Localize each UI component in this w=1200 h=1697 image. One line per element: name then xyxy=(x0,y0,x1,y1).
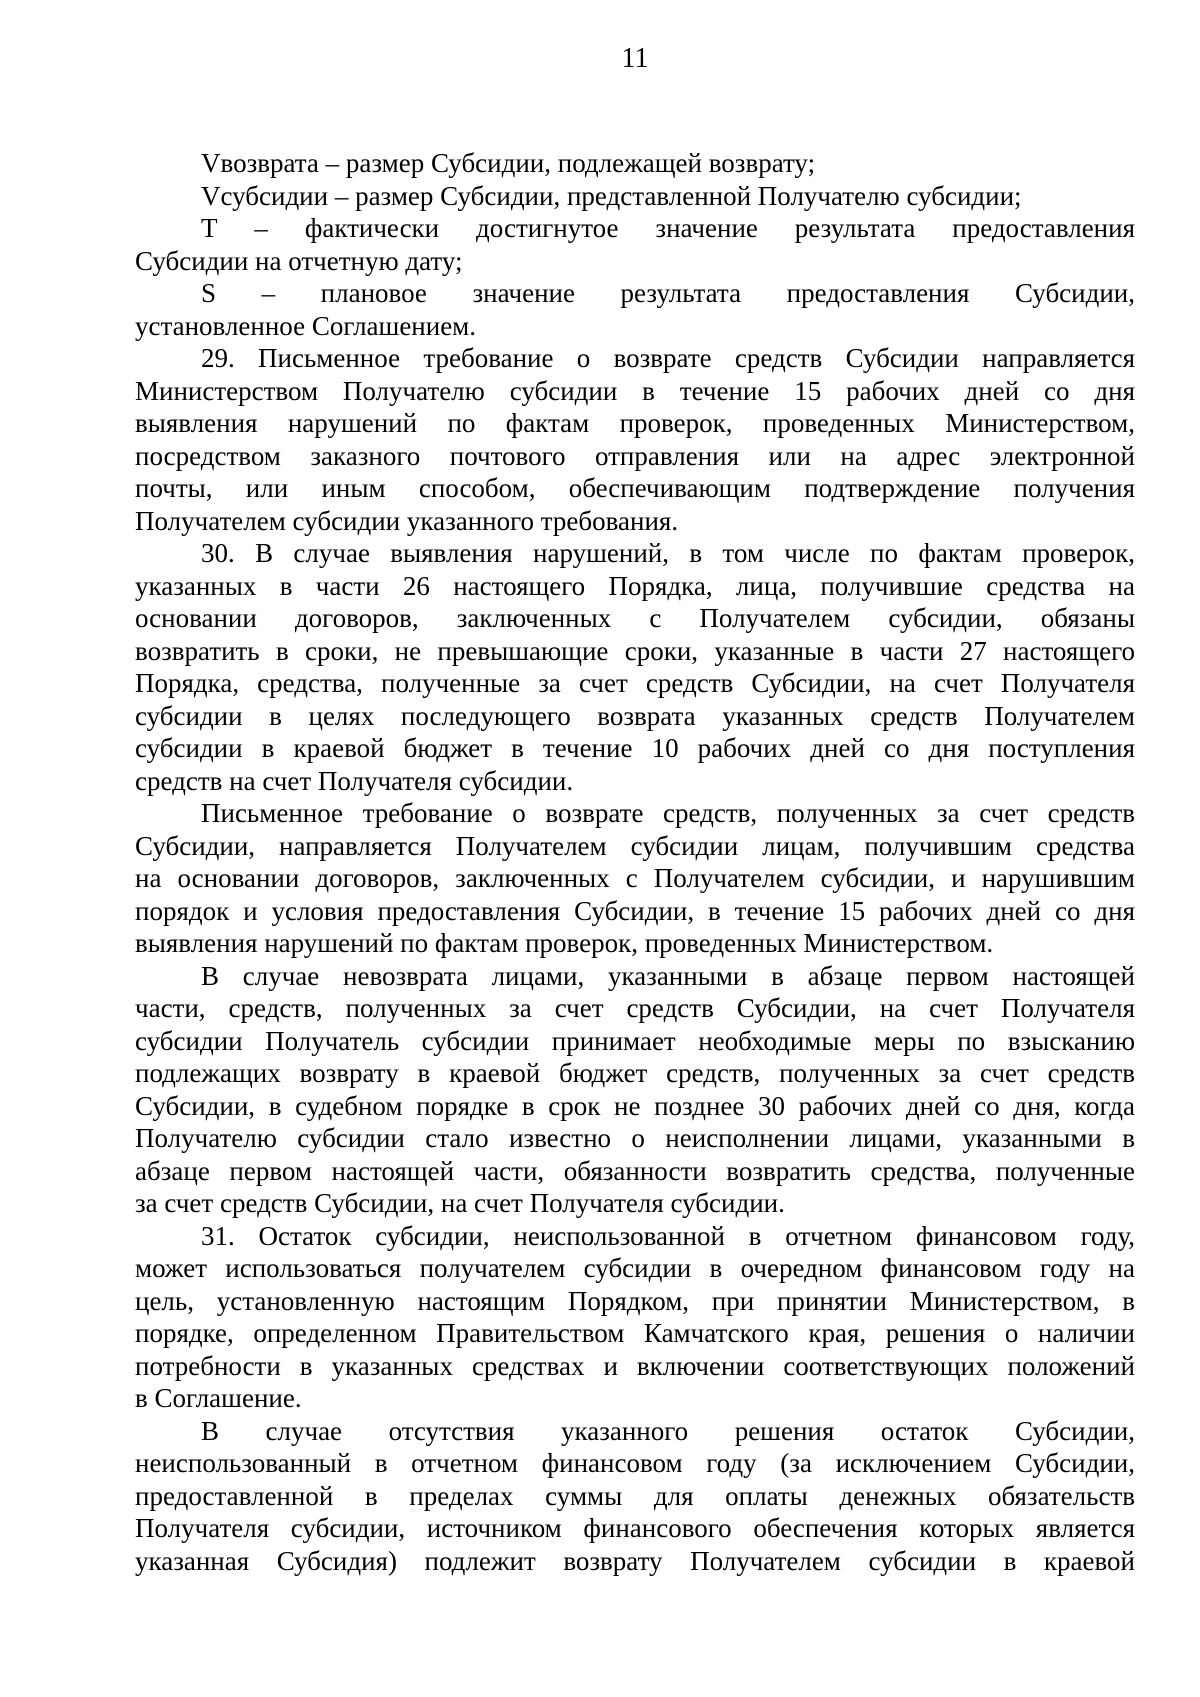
text-line: выявления нарушений по фактам проверок, проведенных Министерством. xyxy=(135,928,994,958)
text-line: выявления нарушений по фактам проверок, проведенных Министерством, xyxy=(135,408,1135,438)
text-line: порядок и условия предоставления Субсидии, в течение 15 рабочих дней со дня xyxy=(135,895,1135,926)
text-line: неиспользованный в отчетном финансовом году (за исключением Субсидии, xyxy=(135,1448,1135,1478)
text-line: Получателю субсидии стало известно о неисполнении лицами, указанными в xyxy=(135,1123,1135,1153)
text-line: средств на счет Получателя субсидии. xyxy=(135,765,574,796)
text-line: Т – фактически достигнутое значение результата предоставления xyxy=(201,213,1135,243)
text-line: субсидии Получатель субсидии принимает необходимые меры по взысканию xyxy=(135,1025,1135,1056)
text-line: 31. Остаток субсидии, неиспользованной в отчетном финансовом году, xyxy=(201,1220,1135,1251)
text-line: S – плановое значение результата предоставления Субсидии, xyxy=(201,278,1135,308)
text-line: Письменное требование о возврате средств, полученных за счет средств xyxy=(201,798,1135,828)
text-line: абзаце первом настоящей части, обязанности возвратить средства, полученные xyxy=(135,1155,1135,1186)
text-line: указанных в части 26 настоящего Порядка, лица, получившие средства на xyxy=(135,570,1135,601)
text-line: указанная Субсидия) подлежит возврату Получателем субсидии в краевой xyxy=(135,1545,1135,1576)
text-line: 30. В случае выявления нарушений, в том числе по фактам проверок, xyxy=(201,538,1135,568)
text-line: основании договоров, заключенных с Получателем субсидии, обязаны xyxy=(135,603,1135,633)
text-line: части, средств, полученных за счет средств Субсидии, на счет Получателя xyxy=(135,993,1135,1023)
text-line: Субсидии, в судебном порядке в срок не позднее 30 рабочих дней со дня, когда xyxy=(135,1090,1135,1121)
text-line: возвратить в сроки, не превышающие сроки, указанные в части 27 настоящего xyxy=(135,635,1135,666)
text-line: Vвозврата – размер Субсидии, подлежащей возврату; xyxy=(201,148,816,178)
text-line: В случае невозврата лицами, указанными в абзаце первом настоящей xyxy=(201,960,1135,991)
text-line: может использоваться получателем субсидии в очередном финансовом году на xyxy=(135,1253,1135,1283)
text-line: почты, или иным способом, обеспечивающим подтверждение получения xyxy=(135,473,1135,503)
text-line: в Соглашение. xyxy=(135,1383,302,1413)
text-line: Получателя субсидии, источником финансового обеспечения которых является xyxy=(135,1513,1135,1543)
text-line: на основании договоров, заключенных с Получателем субсидии, и нарушившим xyxy=(135,863,1135,893)
text-line: за счет средств Субсидии, на счет Получателя субсидии. xyxy=(135,1188,785,1218)
text-line: Получателем субсидии указанного требования. xyxy=(135,505,679,536)
document-body xyxy=(135,147,1135,1577)
text-line: потребности в указанных средствах и включении соответствующих положений xyxy=(135,1350,1135,1381)
text-line: субсидии в краевой бюджет в течение 10 рабочих дней со дня поступления xyxy=(135,733,1135,763)
text-line: Министерством Получателю субсидии в течение 15 рабочих дней со дня xyxy=(135,375,1135,406)
text-line: Vсубсидии – размер Субсидии, представленной Получателю субсидии; xyxy=(201,180,1022,211)
text-line: цель, установленную настоящим Порядком, при принятии Министерством, в xyxy=(135,1285,1135,1316)
text-line: 29. Письменное требование о возврате средств Субсидии направляется xyxy=(201,343,1135,373)
text-line: подлежащих возврату в краевой бюджет средств, полученных за счет средств xyxy=(135,1058,1135,1088)
text-line: установленное Соглашением. xyxy=(135,310,477,341)
text-line: В случае отсутствия указанного решения остаток Субсидии, xyxy=(201,1415,1135,1446)
page-number: 11 xyxy=(621,43,649,74)
text-line: предоставленной в пределах суммы для оплаты денежных обязательств xyxy=(135,1480,1135,1511)
text-line: Субсидии, направляется Получателем субсидии лицам, получившим средства xyxy=(135,830,1135,861)
text-line: порядке, определенном Правительством Камчатского края, решения о наличии xyxy=(135,1318,1135,1348)
text-line: субсидии в целях последующего возврата указанных средств Получателем xyxy=(135,700,1135,731)
text-line: Субсидии на отчетную дату; xyxy=(135,245,463,276)
text-line: посредством заказного почтового отправления или на адрес электронной xyxy=(135,440,1135,471)
text-line: Порядка, средства, полученные за счет средств Субсидии, на счет Получателя xyxy=(135,668,1135,698)
